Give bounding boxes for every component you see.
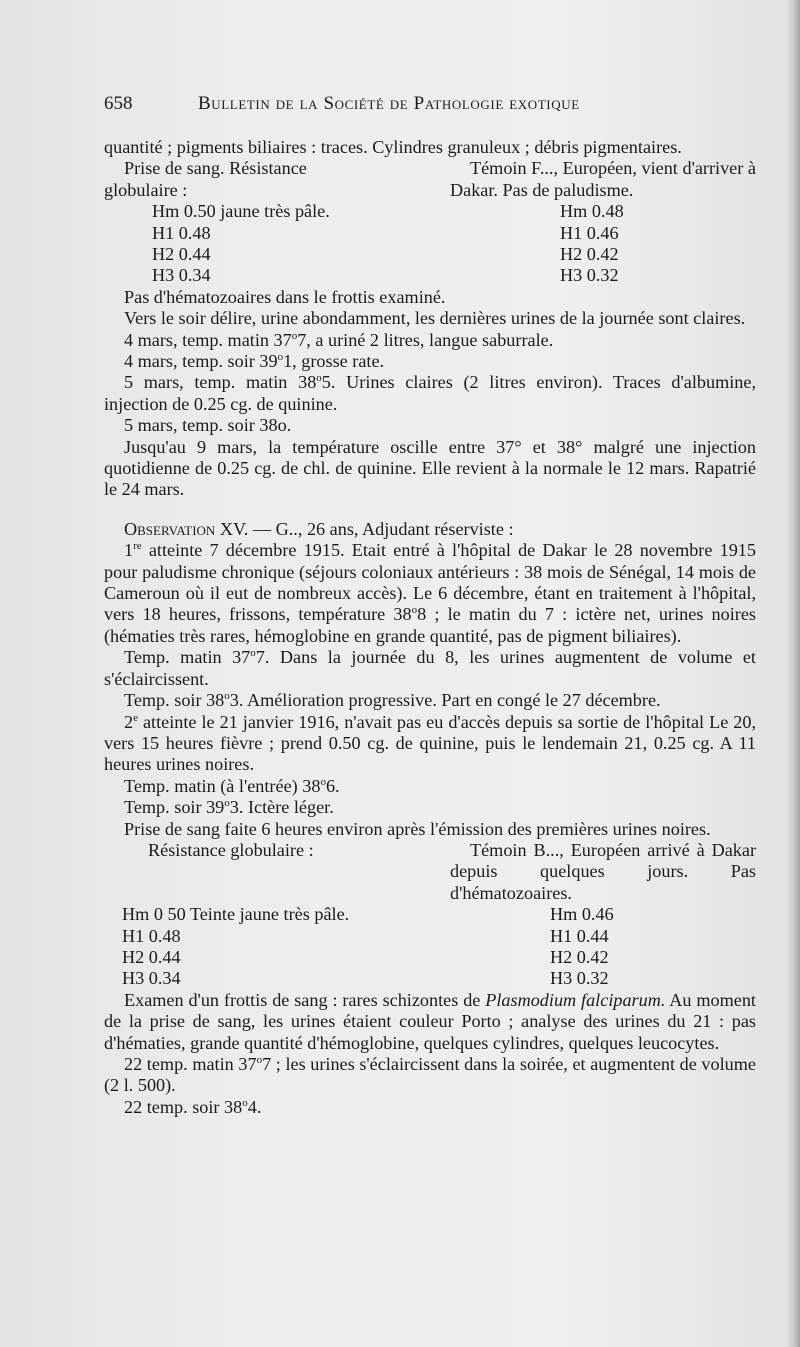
value-row: H3 0.34: [122, 968, 181, 989]
observation-heading: Observation XV. — G.., 26 ans, Adjudant réserviste :: [124, 518, 514, 539]
value-row: Hm 0.50 jaune très pâle.: [152, 201, 330, 222]
resistance-intro: Résistance globulaire :: [148, 839, 314, 860]
value-row: Hm 0 50 Teinte jaune très pâle.: [122, 904, 350, 925]
patient-values: [104, 201, 452, 287]
blood-resistance-block-2: [104, 840, 756, 904]
value-row: H1 0.48: [152, 222, 211, 243]
paragraph: 5 mars, temp. matin 38$^o$5. Urines claires (2 litres environ). Traces d'albumine, injection de 0.25 cg. de quinine.: [104, 372, 757, 414]
control-values: [550, 904, 756, 990]
patient-values: [104, 904, 442, 990]
left-column: [104, 158, 404, 201]
values-table-1: [104, 201, 756, 287]
value-row: H2 0.44: [122, 946, 181, 967]
paragraph: 4 mars, temp. soir 39$^o$1, grosse rate.: [124, 350, 385, 371]
paragraph: Examen d'un frottis de sang : rares schizontes de Plasmodium falciparum. Au moment de la prise de sang, les urines étaient couleur Porto ; analyse des urines du 21 : pas d'hématies, grande quantité d'hémoglobine, quelques cylindres, quelques leucocytes.: [104, 989, 756, 1053]
value-row: H1 0.46: [560, 222, 619, 243]
control-description: Témoin B..., Européen arrivé à Dakar depuis quelques jours. Pas d'hématozoaires.: [450, 839, 756, 903]
right-column: [450, 158, 756, 201]
right-column: [450, 840, 756, 904]
running-header: [104, 93, 758, 119]
value-row: H2 0.42: [550, 946, 609, 967]
paragraph: 5 mars, temp. soir 38o.: [124, 415, 292, 436]
blood-resistance-block-1: [104, 158, 756, 201]
values-table-2: [104, 904, 756, 990]
paragraph: Vers le soir délire, urine abondamment, les dernières urines de la journée sont claires.: [124, 308, 746, 329]
value-row: H2 0.42: [560, 244, 619, 264]
value-row: H1 0.44: [550, 925, 609, 946]
paragraph: 22 temp. soir 38$^o$4.: [124, 1096, 262, 1117]
paragraph: 4 mars, temp. matin 37$^o$7, a uriné 2 litres, langue saburrale.: [124, 329, 554, 350]
paragraph: Temp. soir 39$^o$3. Ictère léger.: [124, 797, 334, 818]
page-number: 658: [104, 93, 133, 114]
value-row: H1 0.48: [122, 925, 181, 946]
paragraph: 22 temp. matin 37$^o$7 ; les urines s'éclaircissent dans la soirée, et augmentent de volume (2 l. 500).: [104, 1053, 756, 1096]
paragraph: 1re atteinte 7 décembre 1915. Etait entré à l'hôpital de Dakar le 28 novembre 1915 pour paludisme chronique (séjours coloniaux antérieurs : 38 mois de Sénégal, 14 mois de Cameroun où il eut de nombreux accès). Le 6 décembre, étant en traitement à l'hôpital, vers 18 heures, frissons, température 38$^o$8 ; le matin du 7 : ictère net, urines noires (hématies très rares, hémoglobine en grande quantité, pas de pigment biliaires).: [104, 540, 756, 646]
journal-title: Bulletin de la Société de Pathologie exotique: [198, 93, 580, 114]
value-row: H3 0.32: [550, 968, 609, 989]
paragraph: quantité ; pigments biliaires : traces. Cylindres granuleux ; débris pigmentaires.: [104, 137, 682, 157]
paragraph: Prise de sang faite 6 heures environ après l'émission des premières urines noires.: [124, 818, 711, 839]
paragraph: Pas d'hématozoaires dans le frottis examiné.: [124, 286, 446, 307]
page-edge-shadow: [786, 0, 800, 1347]
paragraph: Temp. matin 37$^o$7. Dans la journée du 8, les urines augmentent de volume et s'éclaircissent.: [104, 647, 756, 689]
left-column: [104, 840, 404, 904]
control-values: [560, 201, 756, 287]
paragraph: Temp. soir 38$^o$3. Amélioration progressive. Part en congé le 27 décembre.: [124, 690, 661, 711]
value-row: H3 0.34: [152, 265, 211, 286]
paragraph: 2e atteinte le 21 janvier 1916, n'avait pas eu d'accès depuis sa sortie de l'hôpital Le 20, vers 15 heures fièvre ; prend 0.50 cg. de quinine, puis le lendemain 21, 0.25 cg. A 11 heures urines noires.: [104, 711, 756, 775]
body-text: [104, 137, 756, 1118]
value-row: Hm 0.48: [560, 201, 624, 222]
value-row: H2 0.44: [152, 244, 211, 264]
resistance-intro: Prise de sang. Résistance globulaire :: [104, 158, 307, 200]
value-row: H3 0.32: [560, 265, 619, 286]
paragraph: Temp. matin (à l'entrée) 38$^o$6.: [124, 775, 340, 796]
value-row: Hm 0.46: [550, 904, 614, 925]
control-description: Témoin F..., Européen, vient d'arriver à Dakar. Pas de paludisme.: [450, 158, 756, 200]
paragraph: Jusqu'au 9 mars, la température oscille entre 37° et 38° malgré une injection quotidienne de 0.25 cg. de chl. de quinine. Elle revient à la normale le 12 mars. Rapatrié le 24 mars.: [104, 436, 756, 500]
